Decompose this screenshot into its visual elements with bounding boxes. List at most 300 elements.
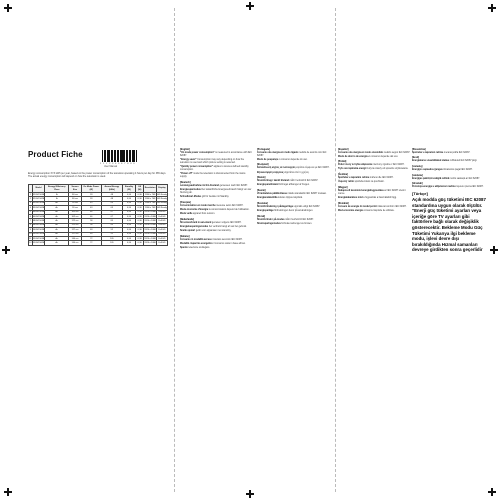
paragraph-label: Leistungsaufnahme im Ein-Zustand xyxy=(180,184,219,187)
table-cell: 1366 x 768 xyxy=(144,206,156,209)
table-cell: 0,30 xyxy=(136,223,144,227)
paragraph-text: měřeno dle IEC 62087. xyxy=(369,177,394,180)
paragraph xyxy=(338,181,412,184)
paragraph-label: Κατανάλωση ισχύος σε λειτουργία xyxy=(257,167,295,170)
table-cell: 33 xyxy=(81,193,101,197)
paragraph-label: Spento xyxy=(180,246,188,249)
table-cell: 0,50 xyxy=(122,219,135,223)
section-heading: [Română] xyxy=(338,202,349,205)
text-column-3 xyxy=(257,146,331,227)
paragraph-label: Enerģijas patēriņš ieslēgtā režīmā xyxy=(412,177,450,180)
paragraph-label: Energisparläge xyxy=(257,209,274,212)
paragraph-label: Modo de poupança xyxy=(257,158,278,161)
table-cell: 1920 x 1080 xyxy=(144,211,156,214)
table-cell: 0,30 xyxy=(136,219,144,223)
title-block xyxy=(28,150,166,159)
paragraph-label: Εξοικονόμηση ενέργειας xyxy=(257,171,284,174)
paragraph-text: mesurée selon IEC 62087. xyxy=(216,204,244,207)
paragraph-text: il consumo varia in base all'uso. xyxy=(213,242,246,245)
section-heading: [Español] xyxy=(338,148,349,151)
table-cell: 48 xyxy=(101,197,122,201)
paragraph-label: Energiatarve sisselülitatud olekus xyxy=(412,160,450,163)
paragraph-label: Tryb oszczędzania energii xyxy=(338,168,367,171)
table-cell: 46 xyxy=(81,214,101,218)
paragraph-label: "Power off" xyxy=(180,173,193,176)
table-cell: A+ xyxy=(45,219,69,223)
table-cell: 0,50 xyxy=(122,210,135,214)
table-cell: Full HD xyxy=(157,214,168,218)
paragraph-text: εξαρτάται από τη χρήση. xyxy=(284,171,310,174)
paragraph xyxy=(180,239,252,242)
paragraph xyxy=(180,173,252,179)
table-header-cell: Energy Efficiency Class xyxy=(45,185,69,193)
paragraph-text: het verbruik hangt af van het gebruik. xyxy=(208,225,247,228)
table-cell: 9 xyxy=(29,228,31,231)
table-cell: 0,50 xyxy=(122,223,135,227)
table-cell: 40GV1502B xyxy=(32,215,45,218)
table-cell: 50GV1502B xyxy=(32,233,45,236)
paragraph-label: Mode économie d'énergie xyxy=(180,209,209,211)
paragraph-label: Potrošnja energije u uključenom načinu xyxy=(412,186,456,189)
section-heading: [Ελληνικά] xyxy=(257,164,269,167)
paragraph-text: Consumption may vary depending on how the television is used and which picture setting is selected. xyxy=(180,158,244,164)
paragraph-text: mitattu standardin IEC 62087 mukaan. xyxy=(287,193,327,196)
section-heading: [Deutsch] xyxy=(180,181,191,184)
table-cell: A+ xyxy=(45,232,69,236)
paragraph xyxy=(412,160,488,163)
registration-mark xyxy=(246,490,254,498)
paragraph-text: meraná podľa IEC 62087. xyxy=(443,151,471,154)
table-cell: 6 xyxy=(29,215,31,218)
table-cell: 2 xyxy=(29,197,31,200)
paragraph-text: uppmätt enligt IEC 62087. xyxy=(293,205,321,208)
table-cell: 0,30 xyxy=(136,197,144,201)
paragraph-text: măsurat conform IEC 62087. xyxy=(377,205,407,208)
table-cell: 40GV1501B xyxy=(32,211,45,214)
paragraph-label: Energisparetilstand xyxy=(257,184,279,187)
paragraph-label: Modalità risparmio energetico xyxy=(180,242,213,245)
paragraph xyxy=(412,152,488,155)
paragraph-label: Stroomverbruik in aan-stand xyxy=(180,221,212,224)
table-cell: HD Ready xyxy=(157,202,167,205)
turkish-text: Açık modda güç tüketimi IEC 62087 standardına uygun olarak ölçülür. "Enerji güç tüketimi ayarları veya içeriğe göre TV ayarları gibi faktörlere bağlı olarak değişiklik gösterecektir. Bekleme Modu Güç Tüketimi Yukarıya ilgi bekleme modu, işlevi devre dışı bırakıldığında Hızmal samanları devreye girdikten sonra geçerlidir xyxy=(412,197,486,253)
table-cell: 0,50 xyxy=(122,236,135,240)
table-cell: 140 cm xyxy=(69,241,82,245)
table-cell: 63 xyxy=(81,228,101,232)
paragraph xyxy=(412,178,488,181)
table-cell: Full HD xyxy=(157,236,168,240)
section-heading: [Dansk] xyxy=(257,177,266,180)
table-cell: 1366 x 768 xyxy=(144,202,156,205)
table-cell: A+ xyxy=(45,228,69,232)
paragraph-text: el consumo depende del uso. xyxy=(368,155,399,158)
table-cell: 72 xyxy=(81,236,101,240)
table-cell: 39GV1502B xyxy=(32,206,45,209)
paragraph xyxy=(180,209,252,212)
paragraph-label: Pobór mocy w trybie włączenia xyxy=(338,164,372,167)
paragraph-text: išmatuotos pagal IEC 62087. xyxy=(443,168,473,171)
paragraph xyxy=(257,152,331,158)
table-cell: 0,50 xyxy=(122,201,135,205)
paragraph-label: Úsporný režim xyxy=(338,181,354,184)
table-cell: 1 xyxy=(29,193,31,196)
table-header-cell: Standby (W) xyxy=(122,185,135,193)
paragraph-text: gemessen nach IEC 62087. xyxy=(219,184,248,187)
fold-line xyxy=(335,8,336,492)
paragraph-label: Schnellstart-Modus xyxy=(180,196,202,199)
section-heading: [English] xyxy=(180,148,190,151)
table-cell: 102 cm xyxy=(69,210,82,214)
paragraph xyxy=(257,193,331,196)
paragraph xyxy=(412,169,488,172)
table-cell: 0,30 xyxy=(136,241,144,245)
section-heading: [Magyar] xyxy=(338,186,348,189)
section-heading: [Čeština] xyxy=(338,174,348,177)
paragraph xyxy=(257,223,331,226)
paragraph-label: Bekapcsolt üzemmód energiafogyasztása xyxy=(338,189,384,192)
table-cell: 105 xyxy=(101,241,122,245)
paragraph-text: målt i henhold til IEC 62087. xyxy=(289,180,319,183)
registration-mark xyxy=(488,4,496,12)
paragraph-text: misurato secondo IEC 62087. xyxy=(212,238,243,241)
table-cell: 5 xyxy=(29,211,31,214)
paragraph-label: Energijos sąnaudos įjungus xyxy=(412,168,443,171)
section-heading: [Norsk] xyxy=(257,215,266,218)
table-cell: 0,30 xyxy=(136,214,144,218)
paragraph xyxy=(257,172,331,175)
paragraph xyxy=(180,230,252,233)
table-cell: 58 xyxy=(81,219,101,223)
table-cell: Full HD xyxy=(157,219,168,223)
paragraph-label: Consommation en mode marche xyxy=(180,204,216,207)
paragraph xyxy=(180,226,252,229)
registration-mark xyxy=(2,246,10,254)
table-cell: 1920 x 1080 xyxy=(144,224,156,227)
paragraph-text: consumul depinde de utilizare. xyxy=(363,209,395,212)
document-subtitle: User Manual xyxy=(104,166,118,168)
section-heading: [Italiano] xyxy=(180,235,190,238)
paragraph-label: Energiatakarékos mód xyxy=(338,197,363,200)
paragraph-text: mode the television is disconnected from the mains supply. xyxy=(180,173,246,179)
paragraph-text: gemeten volgens IEC 62087. xyxy=(211,221,242,224)
paragraph-text: μετράται σύμφωνα με IEC 62087. xyxy=(295,167,330,170)
table-cell: 85 xyxy=(101,223,122,227)
table-cell: 8 xyxy=(29,224,31,227)
table-cell: 67 xyxy=(101,210,122,214)
table-cell: 39GV1501B xyxy=(32,202,45,205)
paragraph-label: Energiesparmodus xyxy=(180,189,201,192)
table-cell: Full HD xyxy=(157,210,168,214)
table-cell: 1366 x 768 xyxy=(144,193,156,196)
table-row xyxy=(29,241,168,245)
paragraph-label: Snelle opstart xyxy=(180,229,196,232)
table-cell: 0,50 xyxy=(122,228,135,232)
paragraph-text: medido de acordo com IEC 62087. xyxy=(257,151,327,157)
table-cell: A+ xyxy=(45,223,69,227)
paragraph xyxy=(180,159,252,165)
paragraph xyxy=(338,177,412,180)
table-cell: 32GV1502B xyxy=(32,197,45,200)
registration-mark xyxy=(4,4,12,12)
table-cell: 80 cm xyxy=(69,193,82,197)
paragraph-label: Spotreba v zapnutom režime xyxy=(412,151,444,154)
paragraph-label: "Quickly power consumption" xyxy=(180,165,213,168)
table-cell: 3 xyxy=(29,202,31,205)
paragraph xyxy=(180,213,252,216)
table-cell: A+ xyxy=(45,236,69,240)
table-cell: 11 xyxy=(29,237,32,240)
table-cell: 127 cm xyxy=(69,228,82,232)
table-cell: 7 xyxy=(29,219,31,222)
table-cell: 99 cm xyxy=(69,206,82,210)
paragraph-text: mjereno prema IEC 62087. xyxy=(456,186,484,189)
table-cell: 48GV1502B xyxy=(32,224,45,227)
paragraph-text: az IEC 62087 szerint mérve. xyxy=(338,189,406,196)
section-heading: [Eesti] xyxy=(412,157,420,160)
table-cell: HD Ready xyxy=(157,206,167,209)
paragraph-label: Consumo de energía en modo encendido xyxy=(338,151,384,154)
paragraph xyxy=(180,185,252,188)
table-cell: Full HD xyxy=(157,232,168,236)
table-cell: 0,50 xyxy=(122,193,135,197)
section-heading: [Svenska] xyxy=(257,202,268,205)
table-cell: 55GV1501B xyxy=(32,237,45,240)
table-cell: 0,30 xyxy=(136,228,144,232)
paragraph xyxy=(180,152,252,158)
table-header-cell: Display xyxy=(157,185,168,193)
table-cell: 92 xyxy=(101,232,122,236)
table-cell: 1920 x 1080 xyxy=(144,219,156,222)
table-header-cell: Model xyxy=(32,185,45,193)
paragraph xyxy=(180,196,252,199)
registration-mark xyxy=(490,246,498,254)
paragraph xyxy=(180,205,252,208)
table-cell: HD Ready xyxy=(157,197,167,200)
table-cell: A+ xyxy=(45,241,69,245)
paragraph-label: Strømforbruk i på-modus xyxy=(257,218,285,221)
paragraph-text: is measured in accordance with IEC 62087. xyxy=(180,151,252,157)
table-cell: 0,50 xyxy=(122,197,135,201)
section-heading: [Latviešu] xyxy=(412,174,423,177)
table-cell: A+ xyxy=(45,214,69,218)
table-cell: 55GV1502B xyxy=(32,241,45,244)
paragraph-text: la consommation dépend de l'utilisation. xyxy=(208,209,250,211)
paragraph xyxy=(257,206,331,209)
page-title: Product Fiche xyxy=(28,150,83,159)
paragraph xyxy=(338,164,412,167)
table-cell: 1366 x 768 xyxy=(144,197,156,200)
paragraph-text: gilt für Geräte mit Standby. xyxy=(201,196,230,199)
paragraph-text: forbruket avhenger av bruken. xyxy=(281,222,313,225)
section-heading: [Slovenčina] xyxy=(412,148,426,151)
paragraph-label: Virrankulutus päällä-tilassa xyxy=(257,193,287,196)
paragraph xyxy=(257,210,331,213)
table-cell: 58 xyxy=(81,223,101,227)
product-fiche-table xyxy=(28,184,168,246)
table-cell: A xyxy=(45,197,69,201)
table-cell: A+ xyxy=(45,210,69,214)
table-cell: 63 xyxy=(101,206,122,210)
paragraph xyxy=(338,210,412,213)
table-cell: 140 cm xyxy=(69,236,82,240)
table-cell: 105 xyxy=(101,236,122,240)
table-cell: A xyxy=(45,193,69,197)
table-cell: HD Ready xyxy=(157,193,167,196)
fold-line xyxy=(174,8,175,492)
registration-mark xyxy=(488,488,496,496)
paragraph xyxy=(180,247,252,250)
section-heading: [Hrvatski] xyxy=(412,183,423,186)
table-cell: 0,30 xyxy=(136,232,144,236)
paragraph xyxy=(257,159,331,162)
table-cell: 80 cm xyxy=(69,197,82,201)
paragraph xyxy=(338,190,412,196)
paragraph-label: Strömförbrukning i påslaget läge xyxy=(257,205,293,208)
paragraph xyxy=(180,189,252,195)
table-cell: 0,50 xyxy=(122,206,135,210)
paragraph xyxy=(412,186,488,189)
paragraph xyxy=(338,168,412,171)
text-column-2 xyxy=(180,146,252,251)
intro-text: Energy consumption XYZ kWh per year, based on the power consumption of the television operating 4 hours per day for 365 days. The actual energy consumption will depend on how the television is used. xyxy=(28,172,167,178)
registration-mark xyxy=(4,488,12,496)
paragraph-text: appareil hors tension. xyxy=(193,213,215,216)
section-heading: [Lietuvių] xyxy=(412,165,423,168)
registration-mark xyxy=(246,2,254,10)
paragraph-label: Mode veille xyxy=(180,213,193,216)
paragraph-label: Spotřeba v zapnutém režimu xyxy=(338,177,370,180)
paragraph-text: o consumo depende do uso. xyxy=(278,158,308,161)
table-cell: 0,30 xyxy=(136,210,144,214)
table-cell: 1920 x 1080 xyxy=(144,228,156,231)
table-cell: 48 xyxy=(101,193,122,197)
table-cell: 50GV1501B xyxy=(32,228,45,231)
paragraph-text: zużycie zależy od sposobu użytkowania. xyxy=(366,168,409,171)
table-cell: 92 xyxy=(101,228,122,232)
table-cell: 43 xyxy=(81,201,101,205)
paragraph-label: "Energy saver" xyxy=(180,158,197,161)
section-heading: [Nederlands] xyxy=(180,218,195,221)
table-cell: 1920 x 1080 xyxy=(144,241,156,244)
paragraph xyxy=(180,243,252,246)
text-column-5 xyxy=(412,146,488,253)
paragraph-label: Energiebesparingsmodus xyxy=(180,225,209,228)
table-header-cell: Off (W) xyxy=(136,185,144,193)
section-heading: [Polski] xyxy=(338,161,347,164)
paragraph-text: a fogyasztás a használattól függ. xyxy=(363,197,397,200)
table-cell: 0,50 xyxy=(122,232,135,236)
table-cell: 0,30 xyxy=(136,236,144,240)
paragraph xyxy=(257,180,331,183)
table-cell: 43 xyxy=(81,206,101,210)
table-cell: 122 cm xyxy=(69,219,82,223)
paragraph-text: mērīts saskaņā ar IEC 62087. xyxy=(449,177,481,180)
paragraph-label: Modo de ahorro de energía xyxy=(338,155,368,158)
paragraph-text: spotřeba závisí na používání. xyxy=(354,181,385,184)
paragraph xyxy=(257,197,331,200)
table-cell: 1920 x 1080 xyxy=(144,233,156,236)
paragraph-text: kulutus riippuu käytöstä. xyxy=(278,197,303,200)
paragraph-label: Consumo in modalità acceso xyxy=(180,238,212,241)
table-cell: 102 cm xyxy=(69,214,82,218)
turkish-heading: [Türkçe] xyxy=(412,191,428,197)
paragraph xyxy=(338,206,412,209)
paragraph xyxy=(180,222,252,225)
section-heading: [Français] xyxy=(180,201,191,204)
paragraph-label: Energiansäästötila xyxy=(257,197,278,200)
table-cell: 46 xyxy=(81,210,101,214)
paragraph-text: medido según IEC 62087. xyxy=(383,151,411,154)
paragraph xyxy=(180,166,252,172)
table-cell: 85 xyxy=(101,219,122,223)
section-heading: [Português] xyxy=(257,148,270,151)
table-header-cell: Annual Energy (kWh) xyxy=(101,185,122,193)
table-cell: 0,30 xyxy=(136,201,144,205)
paragraph xyxy=(338,152,412,155)
table-cell: 0,50 xyxy=(122,214,135,218)
table-cell: 12 xyxy=(29,241,32,244)
table-cell: A+ xyxy=(45,201,69,205)
table-cell: 63 xyxy=(81,232,101,236)
table-cell: 4 xyxy=(29,206,31,209)
paragraph-text: mierzony zgodnie z IEC 62087. xyxy=(372,164,405,167)
table-cell: 10 xyxy=(29,233,32,236)
table-cell: 0,30 xyxy=(136,193,144,197)
paragraph-label: Strømsparingsmodus xyxy=(257,222,281,225)
paragraph xyxy=(338,156,412,159)
section-heading: [Suomi] xyxy=(257,189,266,192)
table-cell: 63 xyxy=(101,201,122,205)
paragraph-text: geldt voor apparaten met stand-by. xyxy=(195,229,232,232)
table-cell: 1920 x 1080 xyxy=(144,237,156,240)
paragraph-text: televisore scollegato. xyxy=(188,246,210,249)
table-cell: 72 xyxy=(81,241,101,245)
table-cell: 1920 x 1080 xyxy=(144,215,156,218)
paragraph xyxy=(257,219,331,222)
table-cell: 0,50 xyxy=(122,241,135,245)
paragraph xyxy=(338,197,412,200)
table-cell: 48GV1501B xyxy=(32,219,45,222)
table-cell: 122 cm xyxy=(69,223,82,227)
table-cell: A+ xyxy=(45,206,69,210)
text-column-4 xyxy=(338,146,412,214)
table-header-row xyxy=(29,185,168,193)
table-cell: 32GV1501B xyxy=(32,193,45,196)
paragraph-label: Mod economie energie xyxy=(338,209,363,212)
table-cell: 67 xyxy=(101,214,122,218)
paragraph-label: Strømforbrug i tændt tilstand xyxy=(257,180,289,183)
table-header-cell: On Mode Power (W) xyxy=(81,185,101,193)
table-header-cell: Resolution xyxy=(144,185,157,193)
paragraph-text: förbrukningen beror på användningen. xyxy=(274,209,314,212)
paragraph xyxy=(257,167,331,170)
paragraph-text: målt i henhold til IEC 62087. xyxy=(285,218,314,221)
paragraph-label: "On mode power consumption" xyxy=(180,151,215,154)
table-cell: 0,30 xyxy=(136,206,144,210)
table-cell: 99 cm xyxy=(69,201,82,205)
paragraph-text: Der tatsächliche Energieverbrauch hängt von der Nutzung ab. xyxy=(180,189,252,195)
paragraph xyxy=(257,184,331,187)
table-cell: 33 xyxy=(81,197,101,201)
table-cell: Full HD xyxy=(157,228,168,232)
table-cell: Full HD xyxy=(157,223,168,227)
paragraph-label: Consum de energie în modul pornit xyxy=(338,205,377,208)
paragraph-text: applies to devices defined standby consumption. xyxy=(180,165,249,172)
table-cell: Full HD xyxy=(157,241,168,245)
barcode-number: 1 1 1 2 3 4 5 6 7 8 9 0 xyxy=(100,163,136,165)
table-header-cell: Screen Size xyxy=(69,185,82,193)
paragraph-text: mõõdetud IEC 62087 järgi. xyxy=(449,160,478,163)
